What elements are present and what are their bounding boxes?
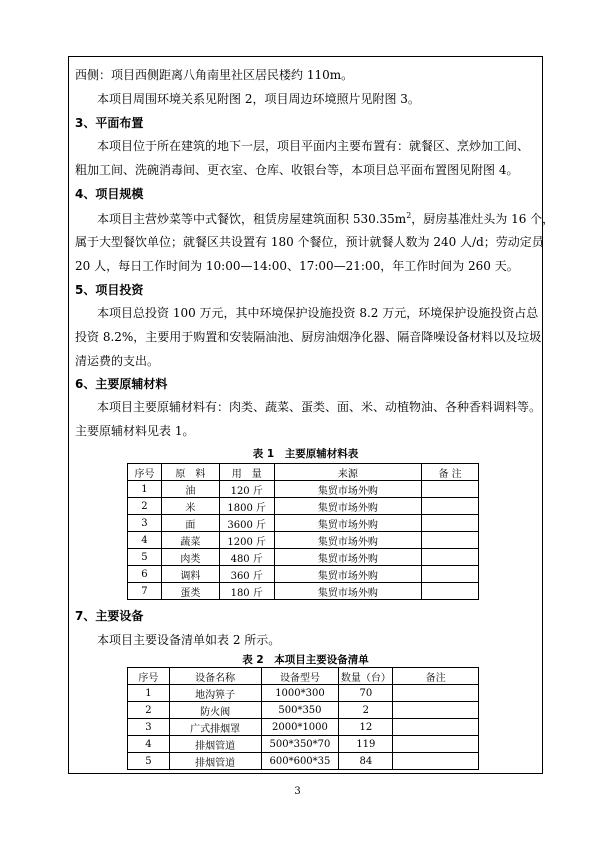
header-cell: 用 量 xyxy=(219,464,274,481)
paragraph-materials-2: 主要原辅材料见表 1。 xyxy=(75,424,195,438)
table-row xyxy=(128,736,479,753)
table-cell: 排烟管道 xyxy=(169,736,261,753)
table-row xyxy=(128,549,479,566)
table-cell xyxy=(393,753,479,770)
table-cell: 集贸市场外购 xyxy=(274,515,421,532)
table-cell xyxy=(422,566,479,583)
heading-layout: 3、平面布置 xyxy=(75,116,144,130)
table-cell: 3600 斤 xyxy=(219,515,274,532)
table-cell xyxy=(422,532,479,549)
table-cell xyxy=(422,549,479,566)
header-cell: 序号 xyxy=(128,668,170,685)
table-row xyxy=(128,566,479,583)
table-cell xyxy=(393,685,479,702)
table-row xyxy=(128,481,479,498)
table-cell: 70 xyxy=(339,685,393,702)
table-cell: 地沟箅子 xyxy=(169,685,261,702)
table-cell: 180 斤 xyxy=(219,583,274,600)
heading-equipment: 7、主要设备 xyxy=(75,609,144,623)
table-cell: 集贸市场外购 xyxy=(274,532,421,549)
table-cell xyxy=(393,719,479,736)
heading-investment: 5、项目投资 xyxy=(75,283,144,297)
paragraph-layout-2: 粗加工间、洗碗消毒间、更衣室、仓库、收银台等，本项目总平面布置图见附图 4。 xyxy=(75,163,519,177)
table-cell: 油 xyxy=(161,481,219,498)
table-cell xyxy=(393,736,479,753)
table-cell: 集贸市场外购 xyxy=(274,498,421,515)
paragraph-environment-ref: 本项目周围环境关系见附图 2，项目周边环境照片见附图 3。 xyxy=(97,92,420,106)
table-cell: 防火阀 xyxy=(169,702,261,719)
table-cell: 集贸市场外购 xyxy=(274,549,421,566)
paragraph-scale-1 xyxy=(69,208,555,227)
table-cell: 12 xyxy=(339,719,393,736)
paragraph-scale-2: 属于大型餐饮单位；就餐区共设置有 180 个餐位，预计就餐人数为 240 人/d；劳动定员 xyxy=(75,235,544,249)
heading-materials: 6、主要原辅材料 xyxy=(75,377,168,391)
table-cell: 排烟管道 xyxy=(169,753,261,770)
header-cell: 原 料 xyxy=(161,464,219,481)
table-cell: 广式排烟罩 xyxy=(169,719,261,736)
page-frame xyxy=(68,56,555,774)
table-cell: 480 斤 xyxy=(219,549,274,566)
table-cell: 米 xyxy=(161,498,219,515)
table-cell: 5 xyxy=(128,753,170,770)
table-cell: 1000*300 xyxy=(261,685,339,702)
table-cell: 面 xyxy=(161,515,219,532)
table-cell: 2 xyxy=(128,498,162,515)
header-cell: 序号 xyxy=(128,464,162,481)
table-cell: 蛋类 xyxy=(161,583,219,600)
table-cell: 3 xyxy=(128,719,170,736)
header-cell: 备 注 xyxy=(422,464,479,481)
table-cell: 6 xyxy=(128,566,162,583)
paragraph-west-side: 西侧：项目西侧距离八角南里社区居民楼约 110m。 xyxy=(75,68,354,82)
table-cell xyxy=(422,583,479,600)
table1-caption: 表 1 主要原辅材料表 xyxy=(252,448,359,460)
table-cell: 3 xyxy=(128,515,162,532)
table-cell: 集贸市场外购 xyxy=(274,583,421,600)
table-cell: 1800 斤 xyxy=(219,498,274,515)
table-row xyxy=(128,583,479,600)
table-cell: 集贸市场外购 xyxy=(274,481,421,498)
table-cell: 2 xyxy=(128,702,170,719)
table-cell: 360 斤 xyxy=(219,566,274,583)
superscript-2: 2 xyxy=(406,211,412,220)
table-cell: 500*350 xyxy=(261,702,339,719)
table-cell: 5 xyxy=(128,549,162,566)
table-cell: 2000*1000 xyxy=(261,719,339,736)
paragraph-investment-3: 清运费的支出。 xyxy=(75,354,160,368)
materials-table xyxy=(127,463,479,600)
header-cell: 备注 xyxy=(393,668,479,685)
table-cell xyxy=(422,515,479,532)
table-row xyxy=(128,532,479,549)
table-cell: 600*600*35 xyxy=(261,753,339,770)
table-cell: 4 xyxy=(128,532,162,549)
equipment-table xyxy=(127,667,479,770)
table-cell: 120 斤 xyxy=(219,481,274,498)
table-cell: 1 xyxy=(128,481,162,498)
table-row xyxy=(128,719,479,736)
table2-caption: 表 2 本项目主要设备清单 xyxy=(242,654,369,666)
table-header-row xyxy=(128,464,479,481)
header-cell: 设备名称 xyxy=(169,668,261,685)
table-row xyxy=(128,515,479,532)
header-cell: 数量（台） xyxy=(339,668,393,685)
table-cell: 4 xyxy=(128,736,170,753)
table-cell xyxy=(422,481,479,498)
table-cell: 84 xyxy=(339,753,393,770)
scale-text-post: ，厨房基准灶头为 16 个， xyxy=(411,212,555,226)
table-cell: 肉类 xyxy=(161,549,219,566)
paragraph-investment-1: 本项目总投资 100 万元，其中环境保护设施投资 8.2 万元，环境保护设施投资占总 xyxy=(97,306,539,320)
header-cell: 设备型号 xyxy=(261,668,339,685)
header-cell: 来源 xyxy=(274,464,421,481)
table-cell: 119 xyxy=(339,736,393,753)
table-cell xyxy=(393,702,479,719)
table-row xyxy=(128,702,479,719)
table-cell: 1 xyxy=(128,685,170,702)
table-header-row xyxy=(128,668,479,685)
heading-scale: 4、项目规模 xyxy=(75,187,144,201)
table-row xyxy=(128,498,479,515)
table-cell: 调料 xyxy=(161,566,219,583)
scale-text-pre: 本项目主营炒菜等中式餐饮，租赁房屋建筑面积 530.35m xyxy=(97,212,407,226)
table-cell: 蔬菜 xyxy=(161,532,219,549)
table-cell: 7 xyxy=(128,583,162,600)
page-number: 3 xyxy=(294,786,301,797)
paragraph-scale-3: 20 人，每日工作时间为 10:00—14:00、17:00—21:00，年工作时间为 260 天。 xyxy=(75,259,519,273)
paragraph-layout-1: 本项目位于所在建筑的地下一层，项目平面内主要布置有：就餐区、烹炒加工间、 xyxy=(97,139,530,153)
table-cell: 2 xyxy=(339,702,393,719)
table-cell: 1200 斤 xyxy=(219,532,274,549)
table-cell: 集贸市场外购 xyxy=(274,566,421,583)
paragraph-materials-1: 本项目主要原辅材料有：肉类、蔬菜、蛋类、面、米、动植物油、各种香料调料等。 xyxy=(97,400,542,414)
table-row xyxy=(128,753,479,770)
paragraph-investment-2: 投资 8.2%，主要用于购置和安装隔油池、厨房油烟净化器、隔音降噪设备材料以及垃圾 xyxy=(75,330,542,344)
table-cell: 500*350*70 xyxy=(261,736,339,753)
paragraph-equipment: 本项目主要设备清单如表 2 所示。 xyxy=(97,633,281,647)
table-cell xyxy=(422,498,479,515)
table-row xyxy=(128,685,479,702)
